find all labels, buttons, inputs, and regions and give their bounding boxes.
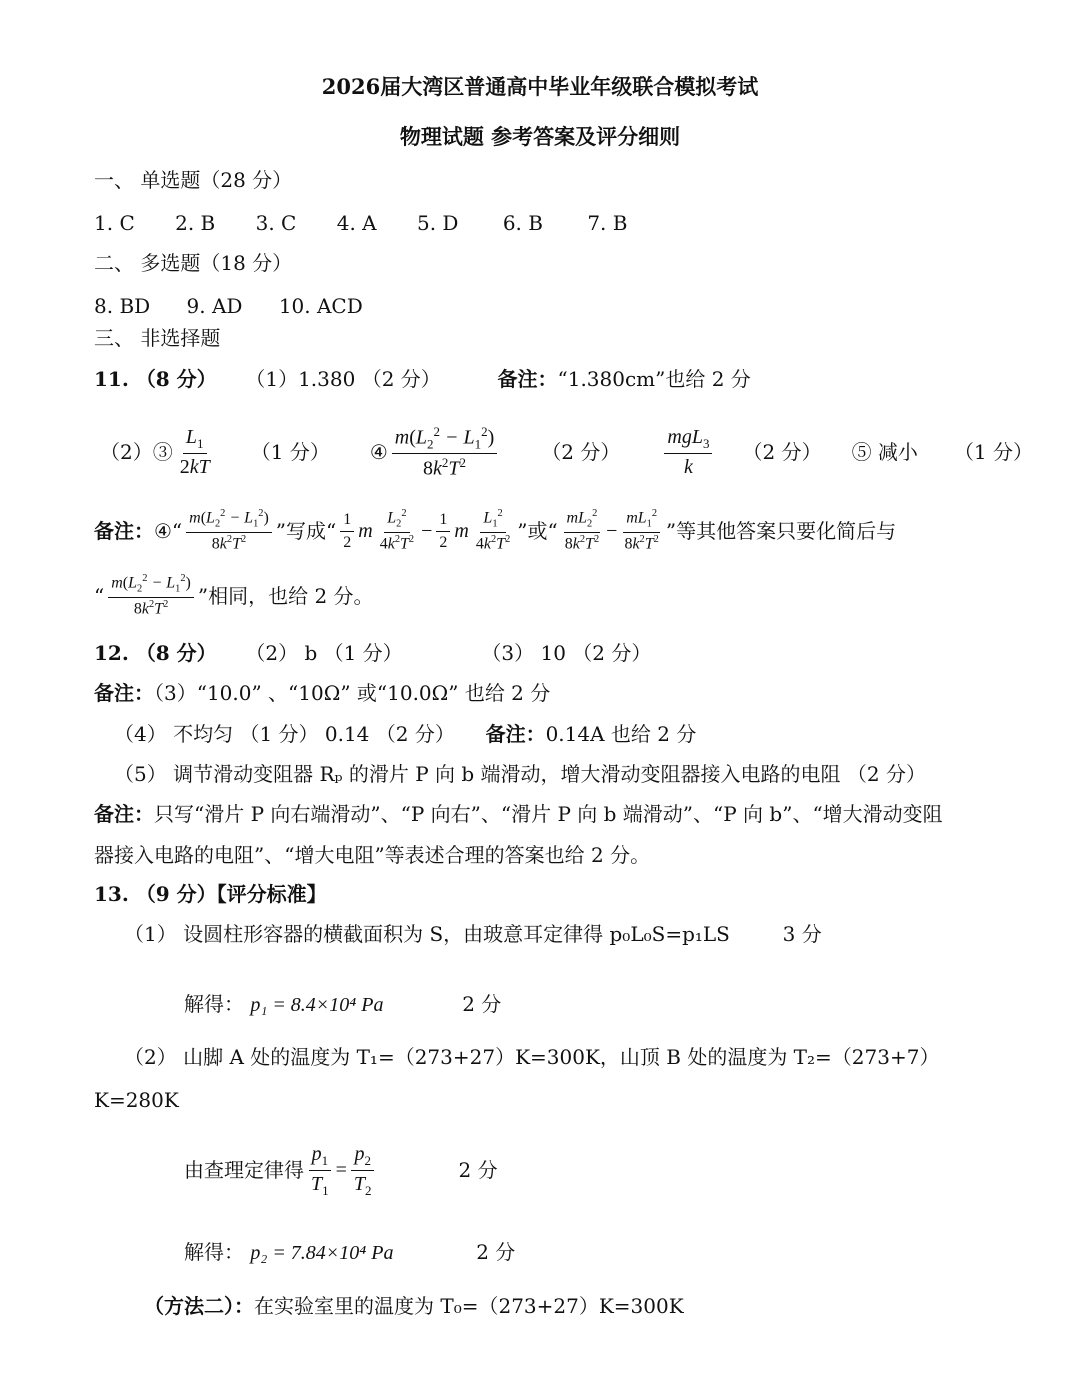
q13-p2-text2: K=280K [94, 1088, 179, 1112]
answer-6: 6. B [502, 211, 543, 235]
q12-note3-line1: 只写“滑片 P 向右端滑动”、“P 向右”、“滑片 P 向 b 端滑动”、“P 向 b”、“增大滑动变阻 [154, 802, 943, 826]
q11-note2-e: “ [94, 584, 105, 608]
q11-note2-line: 备注： ④“ $\frac{m(L_2^2 - L_1^2)}{8k^2T^2}$ ”写成“ $\frac{1}{2}$ m $\frac{L_2^2}{4k^2T^2}$ − $\frac{1}{2}$ m $\frac{L_1^2}{4k^2T^2}$ ”或“ $\frac{mL_2^2}{8k^2T^2}$ − $\frac{mL_1^2}{8k^2T^2}$ ”等其他答案只要化简后与 [94, 508, 897, 553]
q11-note2-d: ”等其他答案只要化简后与 [665, 519, 897, 543]
q11-score-4: （1 分） [953, 440, 1034, 464]
formula-l2-term: $\frac{L_2^2}{4k^2T^2}$ [379, 508, 415, 553]
q12-note1-text: （3）“10.0” 、“10Ω” 或“10.0Ω” 也给 2 分 [154, 681, 551, 705]
formula-p1-over-t1: $\frac{p_1}{T_1}$ [308, 1142, 332, 1198]
page-title: 2026届大湾区普通高中毕业年级联合模拟考试 [321, 74, 759, 99]
q12-part4: （4） 不均匀 （1 分） 0.14 （2 分） [114, 722, 455, 746]
q12-note1 [94, 681, 550, 705]
answer-4: 4. A [336, 211, 377, 235]
q13-part2-solve [184, 1240, 515, 1265]
formula-half-1: $\frac{1}{2}$ [340, 510, 354, 551]
q11-note2-line-2 [94, 566, 374, 626]
q11-score-1: （1 分） [250, 440, 330, 464]
q13-p2-text: （2） 山脚 A 处的温度为 T₁=（273+27）K=300K，山顶 B 处的温度为 T₂=（273+7） [124, 1045, 940, 1069]
single-choice-answers [94, 211, 627, 235]
formula-mgl3-over-k: $\frac{mgL_3}{k}$ [664, 425, 712, 479]
q13-p1-text: （1） 设圆柱形容器的横截面积为 S，由玻意耳定律得 p₀L₀S=p₁LS [124, 922, 730, 946]
q13-p2-law: 由查理定律得 [184, 1158, 304, 1182]
answer-3: 3. C [255, 211, 297, 235]
answer-8: 8. BD [94, 294, 151, 318]
q12-note2-label: 备注： [485, 722, 546, 746]
q12-label: 12. （8 分） [94, 641, 217, 665]
q13-part2-law: 由查理定律得 $\frac{p_1}{T_1}$ = $\frac{p_2}{T_2}$ 2 分 [184, 1142, 498, 1198]
formula-ml2-term: $\frac{mL_2^2}{8k^2T^2}$ [564, 508, 600, 553]
q11-part2-prefix: （2）③ [100, 440, 173, 464]
q11-line-1 [94, 367, 751, 391]
q11-score-3: （2 分） [742, 440, 822, 464]
answer-10: 10. ACD [278, 294, 363, 318]
multi-choice-answers [94, 294, 363, 318]
formula-energy-diff-note-2: $\frac{m(L_2^2 - L_1^2)}{8k^2T^2}$ [108, 573, 194, 619]
q12-note3-label: 备注： [94, 802, 154, 826]
q11-note2-c: ”或“ [517, 519, 558, 543]
q13-p2-law-score: 2 分 [458, 1158, 498, 1182]
answer-1: 1. C [94, 211, 135, 235]
q11-note1-text: “1.380cm”也给 2 分 [557, 367, 751, 391]
q13-p2-result-score: 2 分 [476, 1240, 516, 1264]
q11-label: 11. （8 分） [94, 367, 217, 391]
section-heading-multi-choice: 二、 多选题（18 分） [94, 251, 293, 275]
answer-9: 9. AD [186, 294, 243, 318]
answer-7: 7. B [587, 211, 628, 235]
q13-method2-text: 在实验室里的温度为 T₀=（273+27）K=300K [254, 1294, 684, 1318]
q11-circle-5: ⑤ 减小 [851, 440, 918, 464]
answer-2: 2. B [175, 211, 216, 235]
q12-part2: （2） b （1 分） [245, 641, 403, 665]
q11-note2-f: ”相同，也给 2 分。 [197, 584, 374, 608]
q12-note3 [94, 802, 943, 826]
q12-line-1 [94, 641, 651, 665]
section-heading-single-choice: 一、 单选题（28 分） [94, 168, 293, 192]
q13-part1-solve [184, 992, 501, 1017]
q13-label: 13. （9 分）【评分标准】 [94, 882, 327, 906]
q12-part3: （3） 10 （2 分） [481, 641, 652, 665]
formula-half-2: $\frac{1}{2}$ [436, 510, 450, 551]
q11-score-2: （2 分） [541, 440, 621, 464]
q13-method2 [144, 1294, 684, 1318]
q12-note3-line2: 器接入电路的电阻”、“增大电阻”等表述合理的答案也给 2 分。 [94, 843, 651, 867]
q11-note2-label: 备注： [94, 519, 154, 543]
answer-5: 5. D [416, 211, 459, 235]
q12-note2-text: 0.14A 也给 2 分 [545, 722, 697, 746]
formula-energy-diff: $\frac{m(L_2^2 - L_1^2)}{8k^2T^2}$ [392, 424, 498, 481]
formula-l1-term: $\frac{L_1^2}{4k^2T^2}$ [475, 508, 511, 553]
q13-p1-score: 3 分 [782, 922, 822, 946]
q11-note2-a: ④“ [154, 519, 183, 543]
q13-p2-solve-label: 解得： [184, 1240, 244, 1264]
q13-part1-line [124, 922, 822, 946]
formula-energy-diff-note: $\frac{m(L_2^2 - L_1^2)}{8k^2T^2}$ [186, 508, 272, 554]
q12-note1-label: 备注： [94, 681, 154, 705]
formula-l1-over-2kt: $\frac{L_1}{2kT}$ [179, 426, 210, 478]
q13-method2-label: （方法二）： [144, 1294, 254, 1318]
q12-part5: （5） 调节滑动变阻器 Rₚ 的滑片 P 向 b 端滑动，增大滑动变阻器接入电路的电阻 （2 分） [114, 762, 926, 786]
q11-circle-4: ④ [369, 440, 388, 464]
q13-p1-solve-label: 解得： [184, 992, 244, 1016]
q12-line-4 [114, 722, 696, 746]
q11-part2-line [100, 420, 1033, 484]
page-subtitle: 物理试题 参考答案及评分细则 [399, 124, 681, 149]
q11-part1: （1）1.380 （2 分） [245, 367, 441, 391]
q13-p1-result: p₁ = 8.4×10⁴ Pa [250, 994, 384, 1016]
q13-p1-result-score: 2 分 [462, 992, 502, 1016]
q11-note2-b: ”写成“ [275, 519, 337, 543]
formula-p2-over-t2: $\frac{p_2}{T_2}$ [351, 1142, 375, 1198]
formula-ml1-term: $\frac{mL_1^2}{8k^2T^2}$ [624, 508, 659, 553]
q11-note1-label: 备注： [497, 367, 558, 391]
q13-p2-result: p₂ = 7.84×10⁴ Pa [250, 1242, 394, 1264]
section-heading-non-choice: 三、 非选择题 [94, 326, 221, 350]
